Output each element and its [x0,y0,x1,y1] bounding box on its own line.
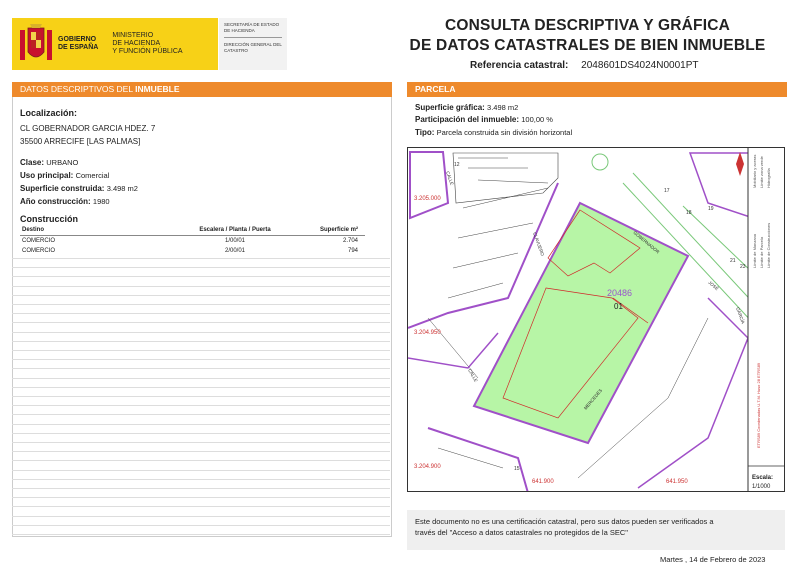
ministerio-text: MINISTERIO DE HACIENDA Y FUNCIÓN PÚBLICA [112,32,183,55]
table-row: COMERCIO 1/00/01 2.704 [22,238,358,244]
table-rule-line [12,258,390,259]
table-rule-line [12,304,390,305]
section-bar-parcela: PARCELA [407,82,787,97]
parcel-sub: 01 [614,302,623,311]
coat-of-arms-icon [18,22,54,66]
document-date: Martes , 14 de Febrero de 2023 [660,555,766,564]
address-line2: 35500 ARRECIFE [LAS PALMAS] [20,137,141,146]
parcel-number: 20486 [607,288,633,298]
table-rule-line [12,276,390,277]
svg-text:Mobiliario y aceras: Mobiliario y aceras [752,154,757,188]
escala-label: Escala: [752,475,774,481]
table-rule-line [12,387,390,388]
sup-grafica-row: Superficie gráfica: 3.498 m2 [415,103,519,112]
north-arrow-icon [736,152,744,176]
ref-label: Referencia catastral: [470,60,569,71]
referencia-catastral [470,60,699,71]
table-rule-line [12,497,390,498]
ministry-side-panel [218,18,287,70]
coord-label-5: 641.950 [666,479,688,485]
table-rule-line [12,414,390,415]
table-row: COMERCIO 2/00/01 794 [22,248,358,254]
direccion-text: DIRECCIÓN GENERAL DEL CATASTRO [224,42,282,53]
svg-text:Límite de Manzana: Límite de Manzana [752,233,757,268]
table-rule-line [12,341,390,342]
uso-row: Uso principal: Comercial [20,171,110,180]
coord-label-1: 3.205.000 [414,196,441,202]
parcel-shape [474,203,688,443]
tipo-row: Tipo: Parcela construida sin división horizontal [415,128,573,137]
section-bar-inmueble: DATOS DESCRIPTIVOS DEL INMUEBLE [12,82,392,97]
table-rule-line [12,506,390,507]
table-rule-line [12,479,390,480]
table-rule-line [12,332,390,333]
svg-text:Límite de Parcela: Límite de Parcela [759,236,764,268]
cadastral-map[interactable] [407,147,785,492]
secretaria-text: SECRETARÍA DE ESTADO DE HACIENDA [224,22,280,33]
gobierno-logo [12,18,287,70]
table-rule-line [12,396,390,397]
address-line1: CL GOBERNADOR GARCIA HDEZ. 7 [20,124,156,133]
street-clavijero: CLAVIJERO [532,231,546,257]
table-rule-line [12,488,390,489]
lot-number: 12 [454,162,460,168]
localizacion-label: Localización: [20,108,78,118]
street-calle-top: CALLE [445,170,455,186]
ref-value: 2048601DS4024N0001PT [581,60,699,71]
coord-label-3: 3.204.900 [414,464,441,470]
table-rule-line [12,350,390,351]
superficie-row: Superficie construida: 3.498 m2 [20,184,138,193]
svg-text:Límite zona verde: Límite zona verde [759,156,764,188]
table-rule-line [12,313,390,314]
street-mercedes: MERCEDES [582,387,604,411]
anio-row: Año construcción: 1980 [20,197,110,206]
table-rule-line [12,451,390,452]
table-rule-line [12,525,390,526]
street-calle-bottom: CALLE [467,368,479,383]
table-rule-line [12,516,390,517]
table-rule-line [12,442,390,443]
lot-number: 17 [664,188,670,194]
lot-number: 15 [514,466,520,472]
disclaimer-notice: Este documento no es una certificación catastral, pero sus datos pueden ser verificados a través del "Acceso a datos catastrales no protegidos de la SEC" [407,510,785,550]
table-rule-line [12,433,390,434]
lot-number: 23 [740,264,746,270]
participacion-row: Participación del inmueble: 100,00 % [415,115,553,124]
coord-label-4: 641.900 [532,479,554,485]
lot-number: 18 [686,210,692,216]
table-rule-line [12,267,390,268]
construccion-label: Construcción [20,214,79,224]
table-rule-line [12,534,390,535]
lot-number: 21 [730,258,736,264]
street-garcia: GARCÍA [735,306,746,325]
table-rule-line [12,470,390,471]
svg-text:Hidrografía: Hidrografía [766,168,771,188]
street-jose: JOSÉ [707,279,720,292]
gobierno-espana-text: GOBIERNO DE ESPAÑA [58,36,99,51]
table-rule-line [12,368,390,369]
construccion-table-header: Destino Escalera / Planta / Puerta Superficie m² [20,227,365,236]
clase-row: Clase: URBANO [20,158,79,167]
page-title: CONSULTA DESCRIPTIVA Y GRÁFICA DE DATOS CATASTRALES DE BIEN INMUEBLE [409,17,766,54]
street-gobernador: GOBERNADOR [632,229,661,255]
escala-value: 1/1000 [752,484,771,490]
svg-text:ETRS89 Coordenadas U.T.M. Huso: ETRS89 Coordenadas U.T.M. Huso 28 ETRS89 [756,362,761,448]
table-rule-line [12,460,390,461]
table-rule-line [12,405,390,406]
coord-label-2: 3.204.950 [414,330,441,336]
table-rule-line [12,378,390,379]
table-rule-line [12,322,390,323]
table-rule-line [12,295,390,296]
svg-text:Límite de Construcciones: Límite de Construcciones [766,222,771,268]
lot-number: 19 [708,206,714,212]
table-rule-line [12,286,390,287]
table-rule-line [12,424,390,425]
logo-yellow-panel [12,18,218,70]
table-rule-line [12,359,390,360]
map-svg [408,148,785,492]
